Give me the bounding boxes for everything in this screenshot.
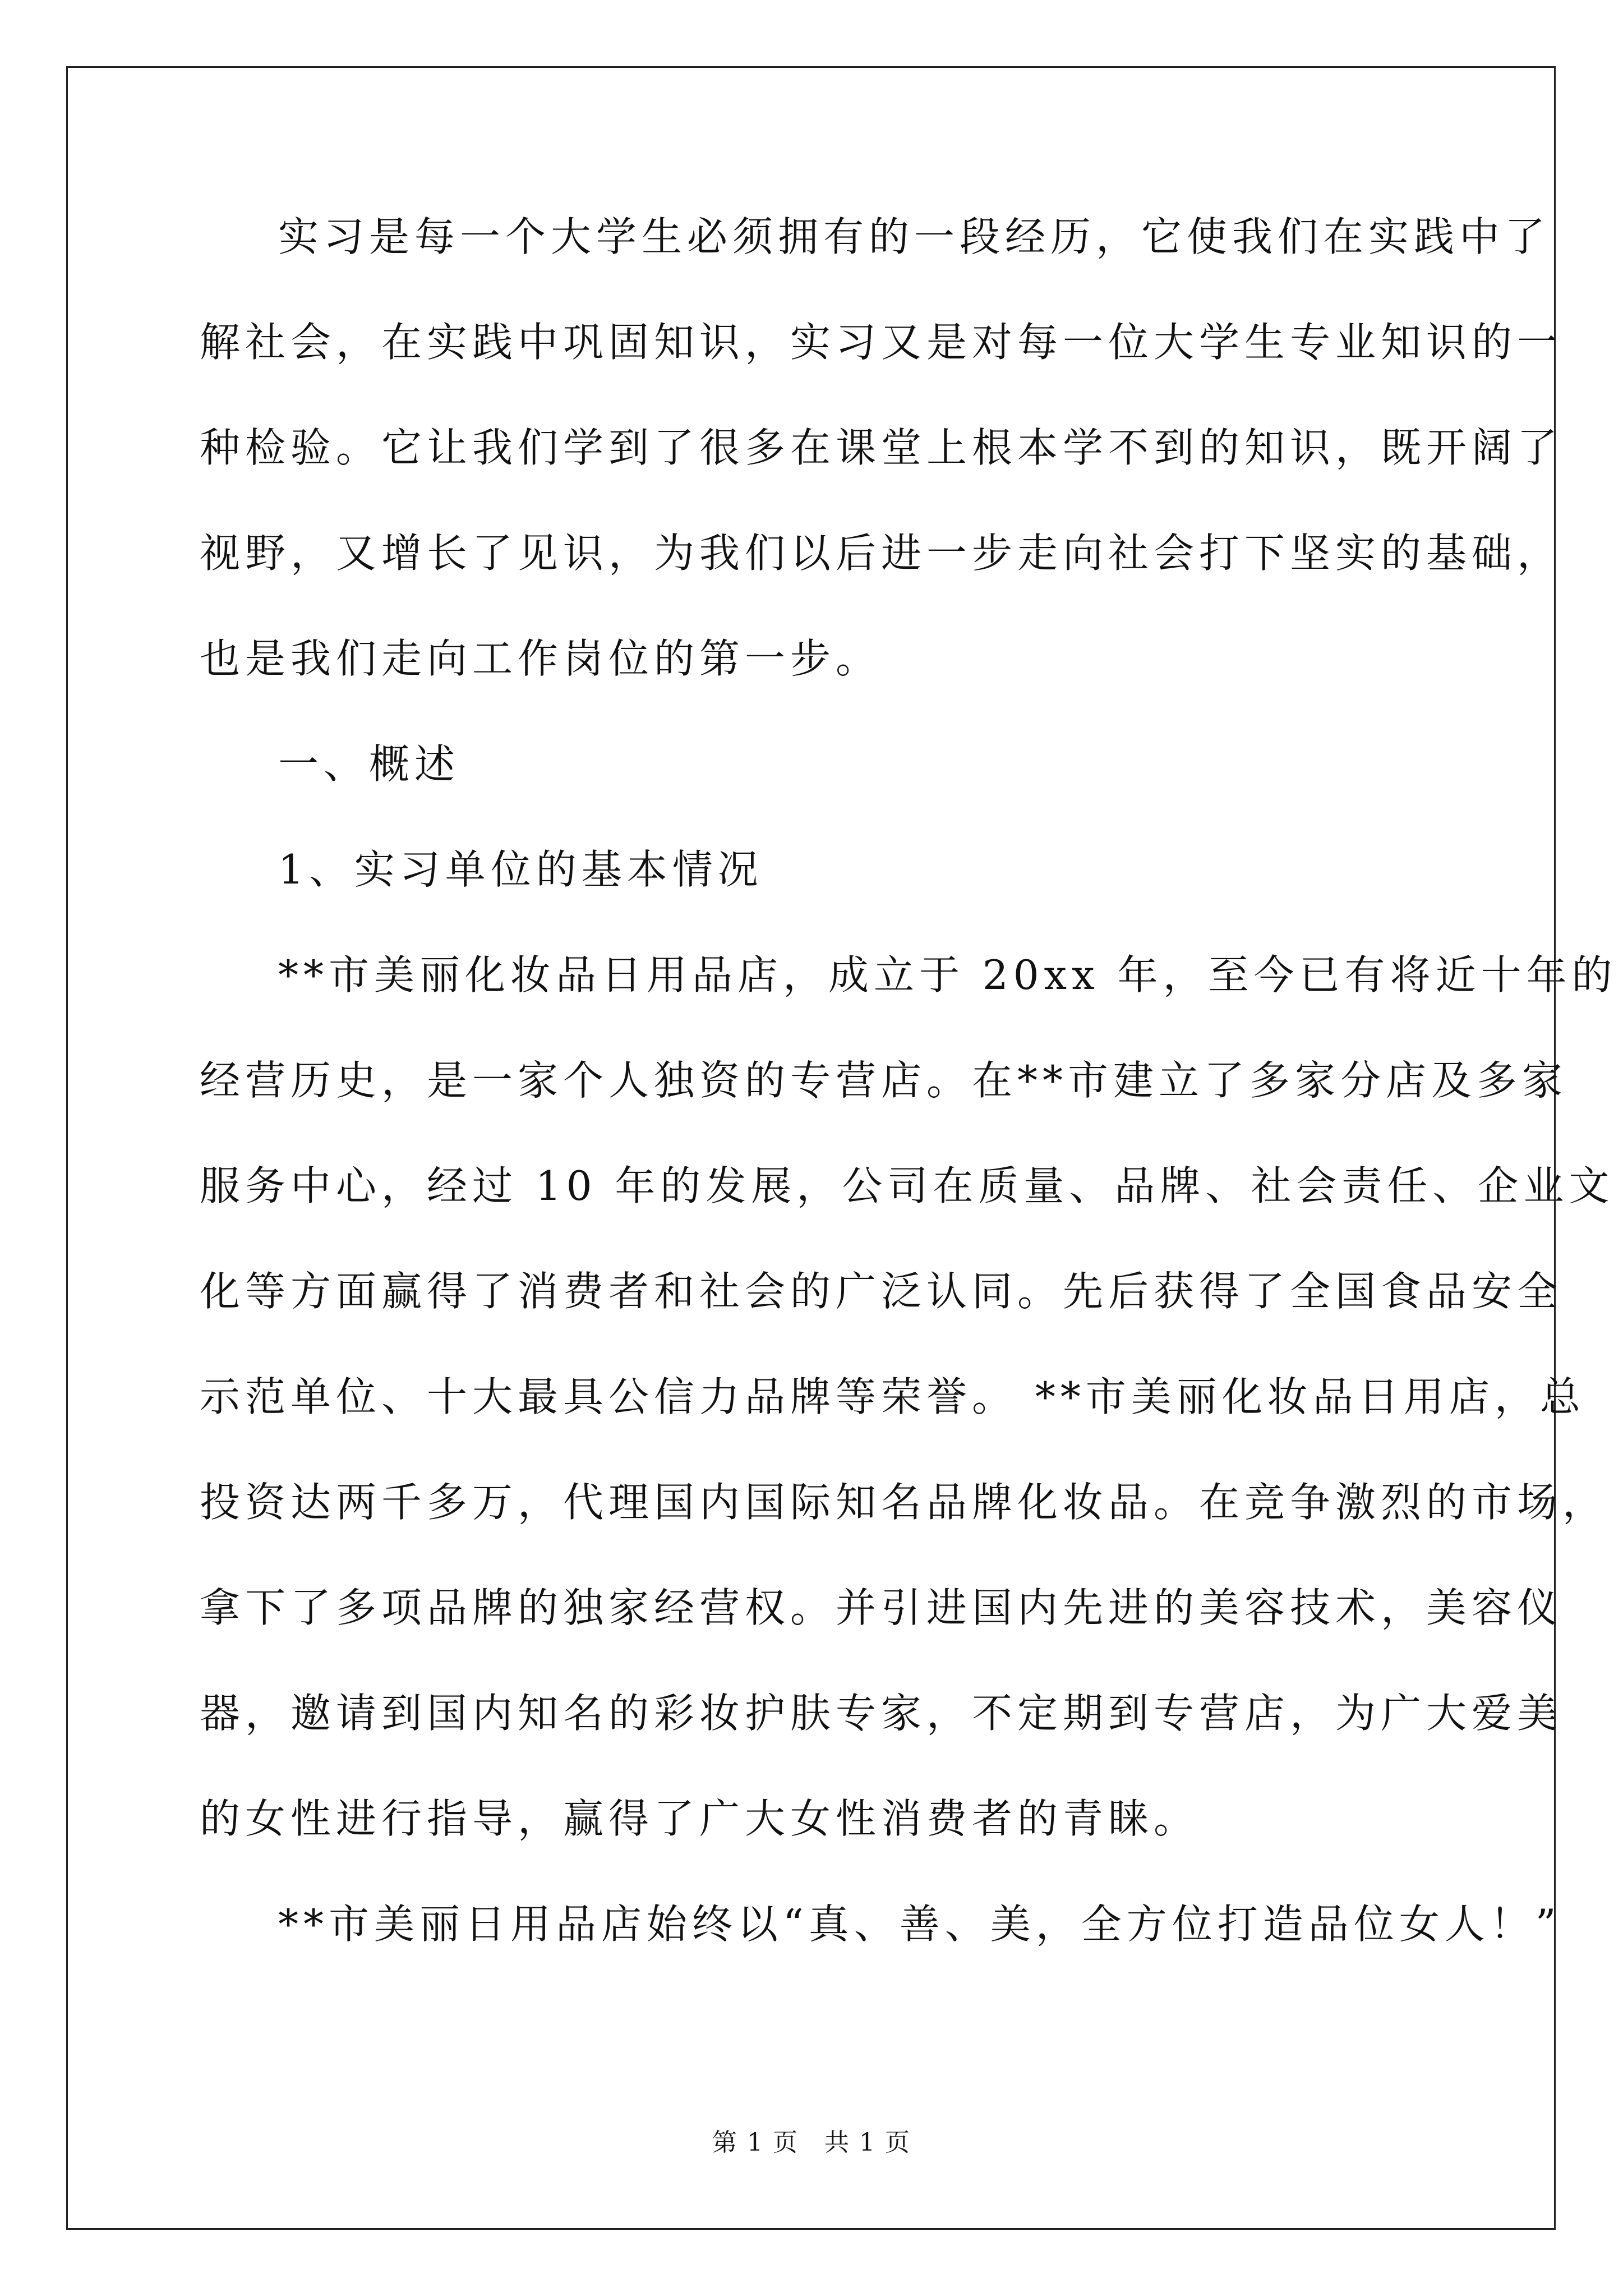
paragraph-1-line-3: 种检验。它让我们学到了很多在课堂上根本学不到的知识，既开阔了: [200, 424, 1563, 471]
paragraph-1-line-5: 也是我们走向工作岗位的第一步。: [200, 635, 882, 682]
paragraph-2-line-8: 器，邀请到国内知名的彩妆护肤专家，不定期到专营店，为广大爱美: [200, 1690, 1563, 1737]
paragraph-3-line-1: **市美丽日用品店始终以“真、善、美，全方位打造品位女人！”: [278, 1901, 1561, 1948]
paragraph-1-line-1: 实习是每一个大学生必须拥有的一段经历，它使我们在实践中了: [278, 213, 1551, 260]
section-heading: 一、概述: [278, 740, 460, 788]
subsection-heading: 1、实习单位的基本情况: [278, 846, 763, 893]
paragraph-2-line-3: 服务中心，经过 10 年的发展，公司在质量、品牌、社会责任、企业文: [200, 1162, 1615, 1209]
paragraph-1-line-4: 视野，又增长了见识，为我们以后进一步走向社会打下坚实的基础，: [200, 530, 1563, 577]
paragraph-2-line-4: 化等方面赢得了消费者和社会的广泛认同。先后获得了全国食品安全: [200, 1268, 1563, 1315]
paragraph-2-line-9: 的女性进行指导，赢得了广大女性消费者的青睐。: [200, 1795, 1200, 1842]
paragraph-1-line-2: 解社会，在实践中巩固知识，实习又是对每一位大学生专业知识的一: [200, 319, 1563, 366]
paragraph-2-line-2: 经营历史，是一家个人独资的专营店。在**市建立了多家分店及多家: [200, 1057, 1568, 1104]
page-number-footer: 第 1 页 共 1 页: [712, 2128, 911, 2157]
paragraph-2-line-1: **市美丽化妆品日用品店，成立于 20xx 年，至今已有将近十年的: [278, 951, 1617, 999]
paragraph-2-line-6: 投资达两千多万，代理国内国际知名品牌化妆品。在竞争激烈的市场，: [200, 1479, 1608, 1526]
paragraph-2-line-5: 示范单位、十大最具公信力品牌等荣誉。 **市美丽化妆品日用店，总: [200, 1373, 1585, 1420]
paragraph-2-line-7: 拿下了多项品牌的独家经营权。并引进国内先进的美容技术，美容仪: [200, 1584, 1563, 1631]
